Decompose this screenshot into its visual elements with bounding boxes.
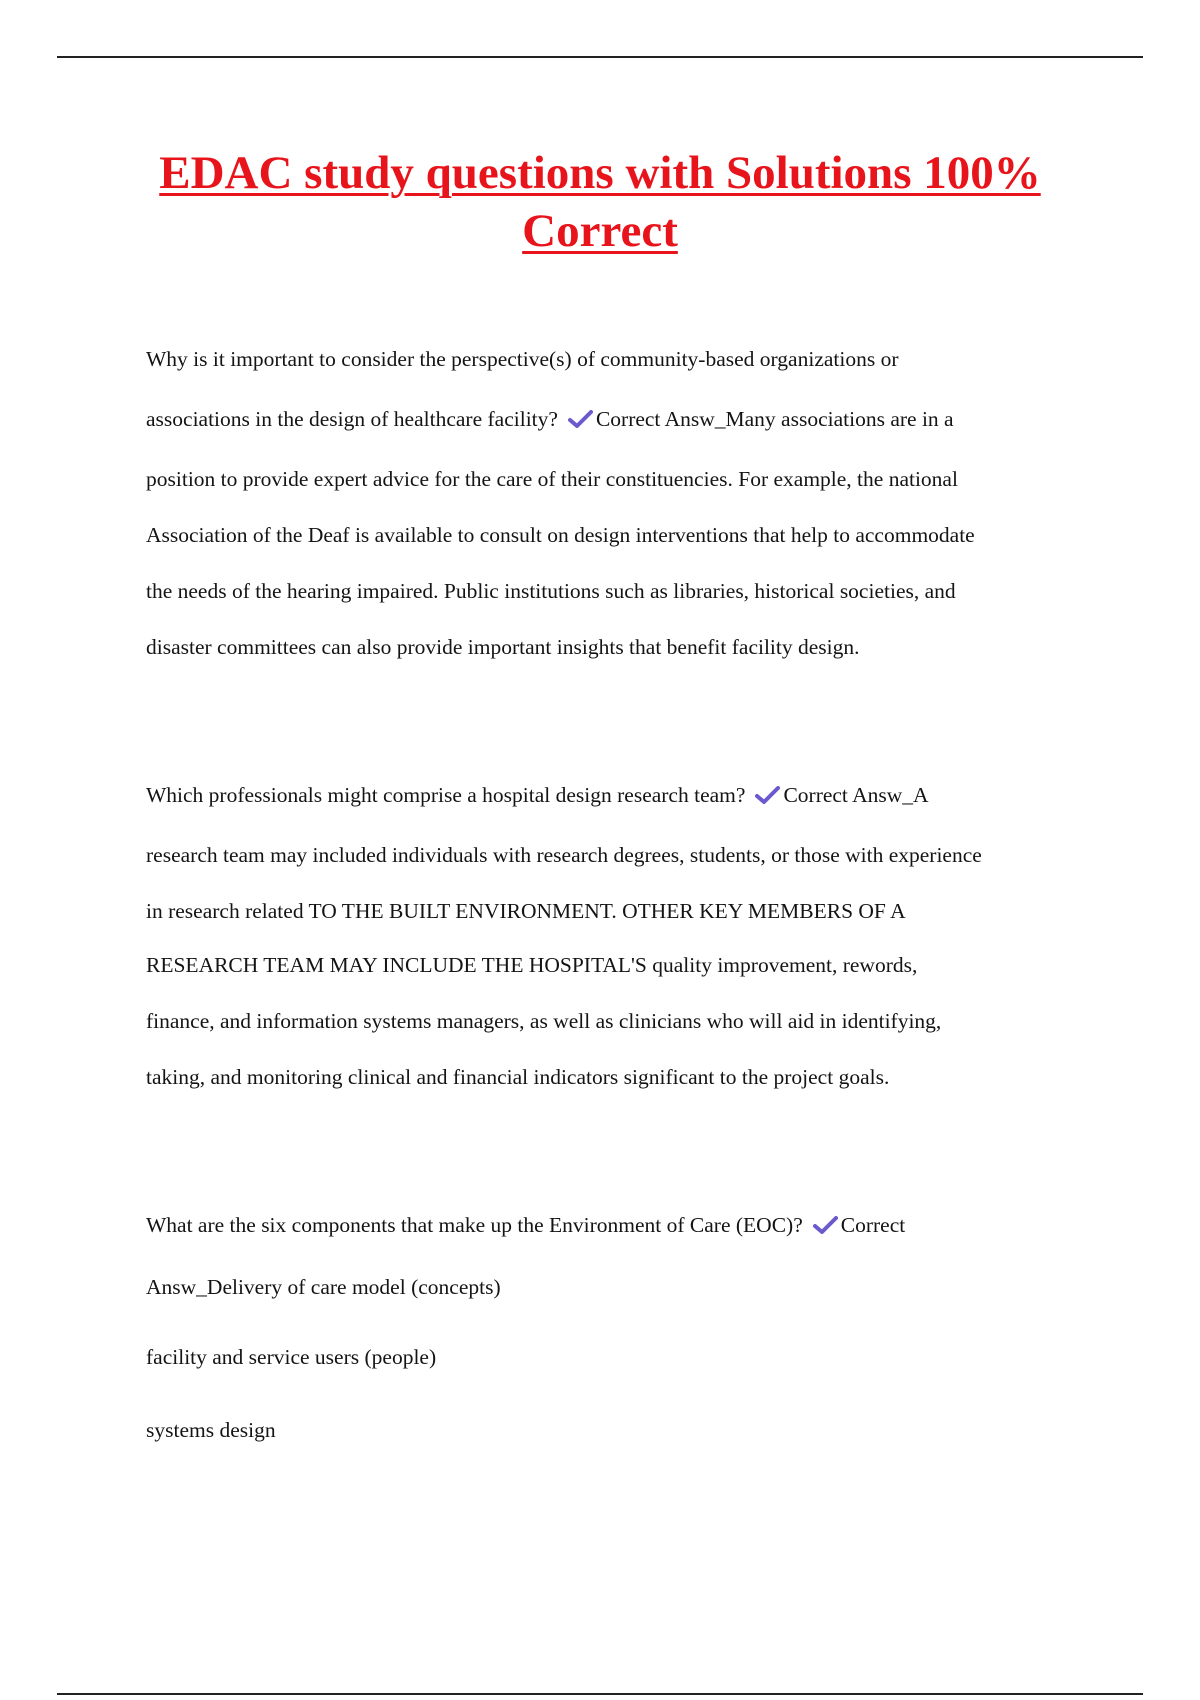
check-icon (755, 786, 780, 804)
q2-line-5: finance, and information systems managers, as well as clinicians who will aid in identifying, (146, 1009, 942, 1033)
q3-line-1 (146, 1211, 905, 1239)
q1-line-2 (146, 405, 954, 433)
header-rule (57, 56, 1143, 58)
footer-rule (57, 1693, 1143, 1695)
q1-question-end: associations in the design of healthcare facility? (146, 407, 558, 431)
q1-line-4: Association of the Deaf is available to consult on design interventions that help to accommodate (146, 523, 975, 547)
q2-answer-start: Correct Answ_A (783, 783, 929, 807)
q2-line-6: taking, and monitoring clinical and financial indicators significant to the project goals. (146, 1065, 890, 1089)
q2-line-1 (146, 781, 929, 809)
q3-line-4: systems design (146, 1418, 276, 1442)
q3-line-2: Answ_Delivery of care model (concepts) (146, 1275, 501, 1299)
check-icon (568, 410, 593, 428)
q1-line-6: disaster committees can also provide important insights that benefit facility design. (146, 635, 860, 659)
q3-question: What are the six components that make up the Environment of Care (EOC)? (146, 1213, 803, 1237)
q1-line-1: Why is it important to consider the perspective(s) of community-based organizations or (146, 347, 899, 371)
document-title (100, 144, 1100, 260)
q2-line-4: RESEARCH TEAM MAY INCLUDE THE HOSPITAL'S quality improvement, rewords, (146, 953, 918, 977)
check-icon (813, 1216, 838, 1234)
title-line-2: Correct (522, 205, 678, 257)
q1-answer-start: Correct Answ_Many associations are in a (595, 407, 954, 431)
q3-answer-start: Correct (840, 1213, 906, 1237)
q2-line-3: in research related TO THE BUILT ENVIRONMENT. OTHER KEY MEMBERS OF A (146, 899, 906, 923)
q2-line-2: research team may included individuals with research degrees, students, or those with experience (146, 843, 982, 867)
title-line-1: EDAC study questions with Solutions 100% (159, 147, 1041, 199)
q3-line-3: facility and service users (people) (146, 1345, 437, 1369)
q1-line-3: position to provide expert advice for the care of their constituencies. For example, the national (146, 467, 958, 491)
q1-line-5: the needs of the hearing impaired. Public institutions such as libraries, historical societies, and (146, 579, 956, 603)
q2-question: Which professionals might comprise a hospital design research team? (146, 783, 746, 807)
